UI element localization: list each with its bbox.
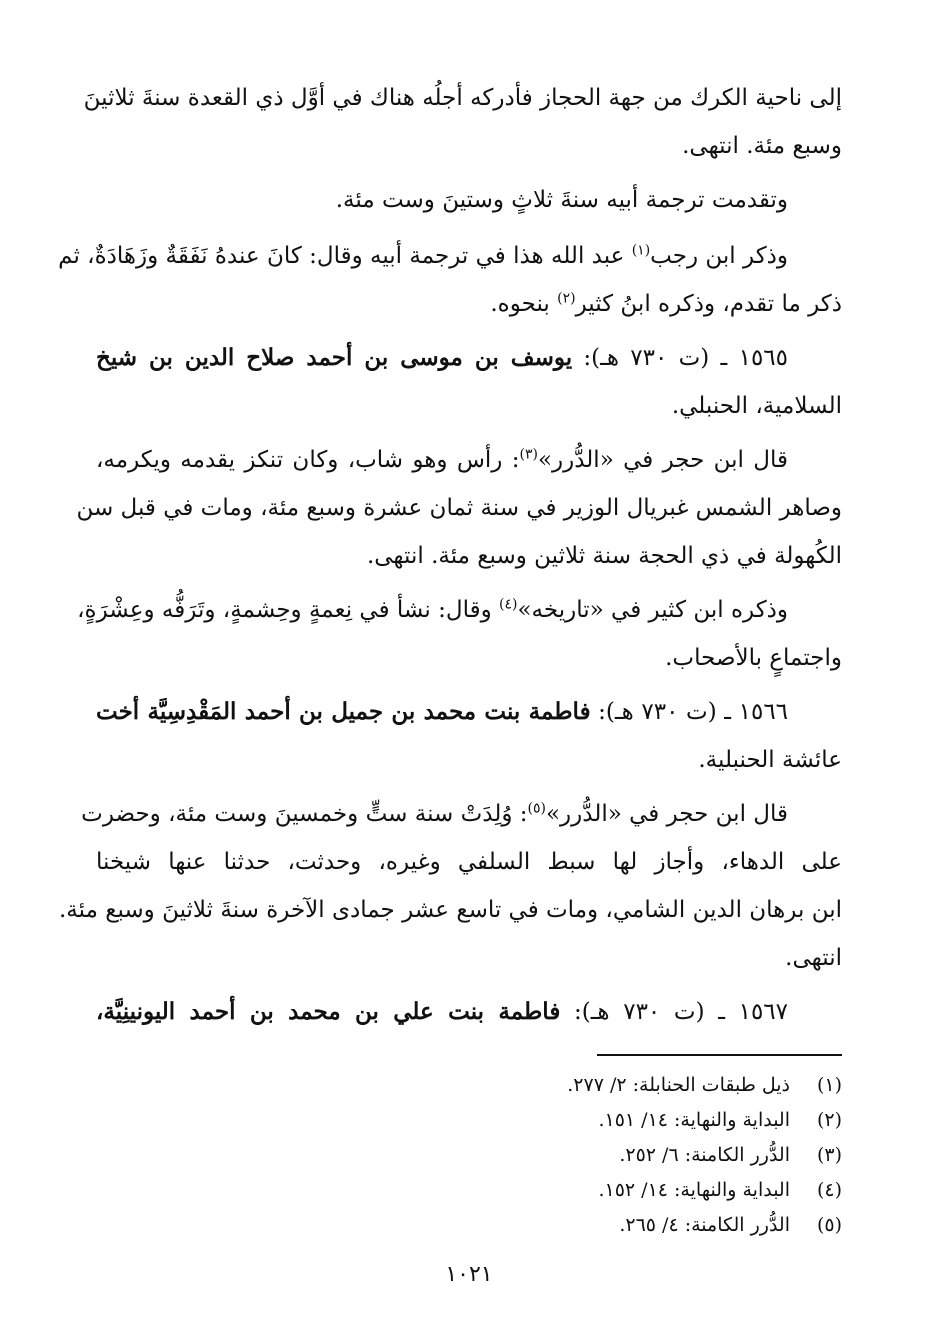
body-line <box>96 440 788 480</box>
footnote-text: البداية والنهاية: ١٤/ ١٥٢. <box>598 1179 790 1201</box>
text-run: وذكره ابن كثير في «تاريخه» <box>517 597 788 623</box>
body-line: واجتماعٍ بالأصحاب. <box>665 645 842 671</box>
footnote <box>567 1070 842 1100</box>
entry-name: يوسف بن موسى بن أحمد صلاح الدين بن شيخ <box>96 344 573 371</box>
entry-name: فاطمة بنت علي بن محمد بن أحمد اليونينِيَّة، <box>96 998 561 1025</box>
footnote-ref[interactable]: (٢) <box>557 290 576 307</box>
body-line: عائشة الحنبلية. <box>698 747 842 773</box>
entry-number: ١٥٦٥ ـ (ت ٧٣٠ هـ): <box>572 345 789 371</box>
text-run: وقال: نشأ في نِعمةٍ وحِشمةٍ، وتَرَفُّه وعِشْرَةٍ، <box>77 597 500 623</box>
body-line: وتقدمت ترجمة أبيه سنةَ ثلاثٍ وستينَ وست مئة. <box>335 187 788 213</box>
text-run: بنحوه. <box>490 291 558 317</box>
footnote <box>598 1175 842 1205</box>
footnote-ref[interactable]: (٣) <box>519 446 538 463</box>
body-line <box>81 794 788 834</box>
text-run: عبد الله هذا في ترجمة أبيه وقال: كانَ عندهُ نَفَقَةٌ وزَهَادَةٌ، ثم <box>58 243 632 269</box>
footnote <box>619 1210 842 1240</box>
body-line: إلى ناحية الكرك من جهة الحجاز فأدركه أجلُه هناك في أوَّل ذي القعدة سنةَ ثلاثينَ <box>83 85 842 111</box>
body-line: السلامية، الحنبلي. <box>671 393 842 419</box>
page-number: ١٠٢١ <box>445 1262 493 1287</box>
text-run: قال ابن حجر في «الدُّرر» <box>545 801 788 827</box>
body-line <box>490 284 842 324</box>
footnote-number: (٥) <box>816 1214 842 1236</box>
footnote-separator <box>597 1054 842 1056</box>
text-run: قال ابن حجر في «الدُّرر» <box>537 447 788 473</box>
body-line: انتهى. <box>785 945 842 971</box>
footnote-number: (٢) <box>816 1109 842 1131</box>
footnote <box>619 1140 842 1170</box>
body-line <box>77 590 788 630</box>
footnote-number: (٣) <box>816 1144 842 1166</box>
entry-heading <box>96 338 788 378</box>
body-line: على الدهاء، وأجاز لها سبط السلفي وغيره، وحدثت، حدثنا عنها شيخنا <box>96 849 842 875</box>
footnote-text: البداية والنهاية: ١٤/ ١٥١. <box>598 1109 790 1131</box>
footnote-text: الدُّرر الكامنة: ٤/ ٢٦٥. <box>619 1214 790 1236</box>
text-run: : وُلِدَتْ سنة ستٍّ وخمسينَ وست مئة، وحضرت <box>81 801 528 827</box>
entry-number: ١٥٦٦ ـ (ت ٧٣٠ هـ): <box>590 699 789 725</box>
entry-name: فاطمة بنت محمد بن جميل بن أحمد المَقْدِسِيَّة أخت <box>96 698 591 725</box>
body-line: الكُهولة في ذي الحجة سنة ثلاثين وسبع مئة. انتهى. <box>366 543 842 569</box>
body-line <box>58 236 788 276</box>
entry-number: ١٥٦٧ ـ (ت ٧٣٠ هـ): <box>560 999 789 1025</box>
entry-heading <box>96 992 788 1032</box>
text-run: : رأس وهو شاب، وكان تنكز يقدمه ويكرمه، <box>96 447 520 473</box>
footnote-ref[interactable]: (٥) <box>527 800 546 817</box>
footnote-text: الدُّرر الكامنة: ٦/ ٢٥٢. <box>619 1144 790 1166</box>
footnote-ref[interactable]: (١) <box>631 242 651 259</box>
body-line: ابن برهان الدين الشامي، ومات في تاسع عشر جمادى الآخرة سنةَ ثلاثينَ وسبع مئة. <box>59 897 842 923</box>
footnote-text: ذيل طبقات الحنابلة: ٢/ ٢٧٧. <box>567 1074 790 1096</box>
footnote <box>598 1105 842 1135</box>
text-run: وذكر ابن رجب <box>650 243 788 269</box>
body-line: وسبع مئة. انتهى. <box>682 133 842 159</box>
body-line: وصاهر الشمس غبريال الوزير في سنة ثمان عشرة وسبع مئة، ومات في قبل سن <box>76 495 842 521</box>
entry-heading <box>96 692 788 732</box>
footnote-ref[interactable]: (٤) <box>499 596 518 613</box>
footnote-number: (١) <box>816 1074 842 1096</box>
footnote-number: (٤) <box>816 1179 842 1201</box>
text-run: ذكر ما تقدم، وذكره ابنُ كثير <box>575 291 842 317</box>
